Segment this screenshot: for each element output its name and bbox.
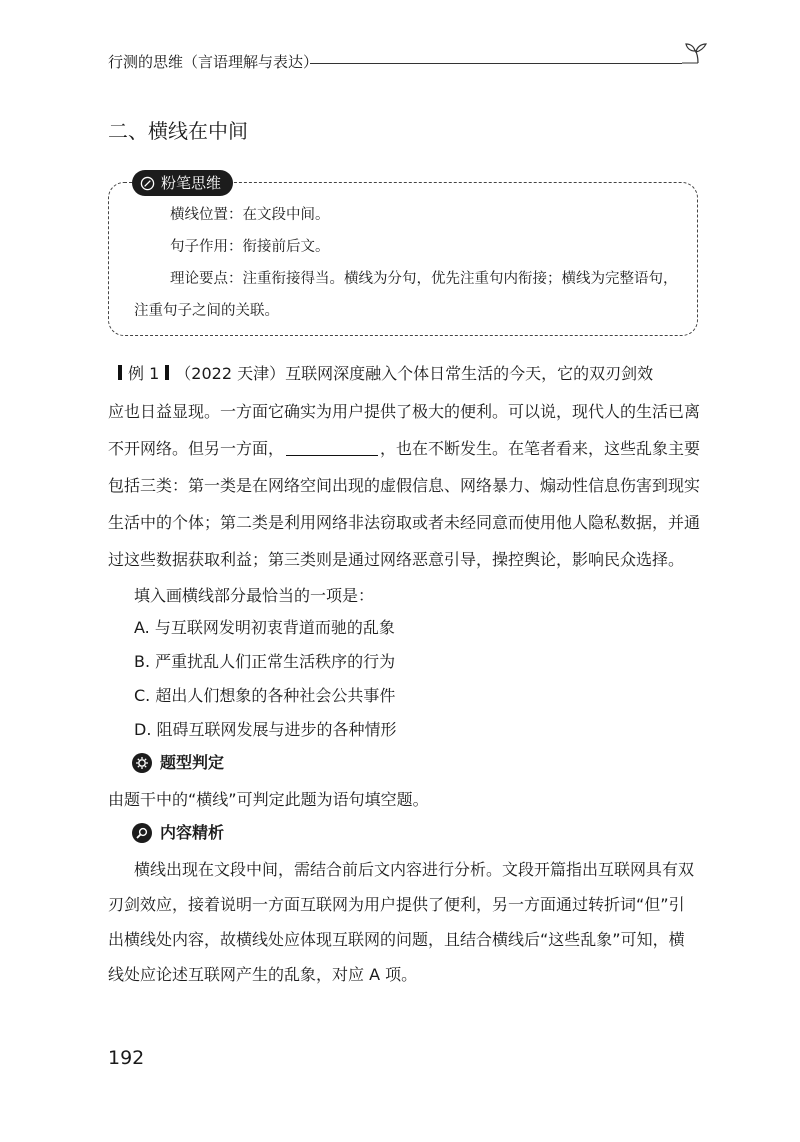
pencil-circle-icon (140, 176, 155, 191)
type-judgment-heading-text: 题型判定 (160, 753, 225, 772)
example-label: 例 1 (128, 364, 160, 383)
analysis-line-2: 刃剑效应，接着说明一方面互联网为用户提供了便利，另一方面通过转折词“但”引 (108, 895, 685, 914)
think-line-function: 句子作用：衔接前后文。 (170, 239, 330, 255)
think-line-position: 横线位置：在文段中间。 (170, 207, 330, 223)
section-title: 二、横线在中间 (108, 119, 248, 143)
option-a: A. 与互联网发明初衷背道而驰的乱象 (134, 618, 395, 637)
example-line-1-text: （2022 天津）互联网深度融入个体日常生活的今天，它的双刃剑效 (175, 364, 654, 383)
type-judgment-heading (132, 752, 224, 774)
think-line-theory-cont: 注重句子之间的关联。 (134, 303, 279, 319)
analysis-line-1: 横线出现在文段中间，需结合前后文内容进行分析。文段开篇指出互联网具有双 (134, 860, 695, 879)
option-c: C. 超出人们想象的各种社会公共事件 (134, 686, 396, 705)
header-rule (310, 63, 682, 64)
analysis-line-3: 出横线处内容，故横线处应体现互联网的问题，且结合横线后“这些乱象”可知，横 (108, 930, 685, 949)
analysis-line-4: 线处应论述互联网产生的乱象，对应 A 项。 (108, 965, 418, 984)
magnifier-icon (132, 823, 152, 843)
answer-blank (286, 441, 378, 456)
content-analysis-heading-text: 内容精析 (160, 823, 225, 842)
example-line-6: 过这些数据获取利益；第三类则是通过网络恶意引导，操控舆论，影响民众选择。 (108, 550, 685, 569)
example-line-1 (112, 362, 653, 386)
sprout-icon (678, 42, 712, 70)
option-b: B. 严重扰乱人们正常生活秩序的行为 (134, 652, 396, 671)
running-header (108, 52, 708, 76)
example-line-3-after-blank: ，也在不断发生。在笔者看来，这些乱象主要 (380, 439, 701, 458)
example-marker-right (165, 365, 169, 380)
example-line-3-before-blank: 不开网络。但另一方面， (108, 439, 285, 458)
type-judgment-text: 由题干中的“横线”可判定此题为语句填空题。 (108, 790, 429, 809)
think-tag (132, 170, 233, 196)
think-line-theory: 理论要点：注重衔接得当。横线为分句，优先注重句内衔接；横线为完整语句， (170, 271, 678, 287)
example-line-2: 应也日益显现。一方面它确实为用户提供了极大的便利。可以说，现代人的生活已离 (108, 402, 701, 421)
think-tag-label: 粉笔思维 (161, 174, 222, 192)
example-line-3 (108, 437, 700, 461)
page-number: 192 (108, 1047, 145, 1069)
content-analysis-heading (132, 822, 224, 844)
example-marker-left (118, 365, 122, 380)
gear-icon (132, 753, 152, 773)
example-line-4: 包括三类：第一类是在网络空间出现的虚假信息、网络暴力、煽动性信息伤害到现实 (108, 476, 701, 495)
example-line-5: 生活中的个体；第二类是利用网络非法窃取或者未经同意而使用他人隐私数据，并通 (108, 513, 701, 532)
option-d: D. 阻碍互联网发展与进步的各种情形 (134, 720, 397, 739)
question-stem: 填入画横线部分最恰当的一项是： (134, 586, 375, 605)
running-title: 行测的思维（言语理解与表达） (108, 53, 319, 71)
